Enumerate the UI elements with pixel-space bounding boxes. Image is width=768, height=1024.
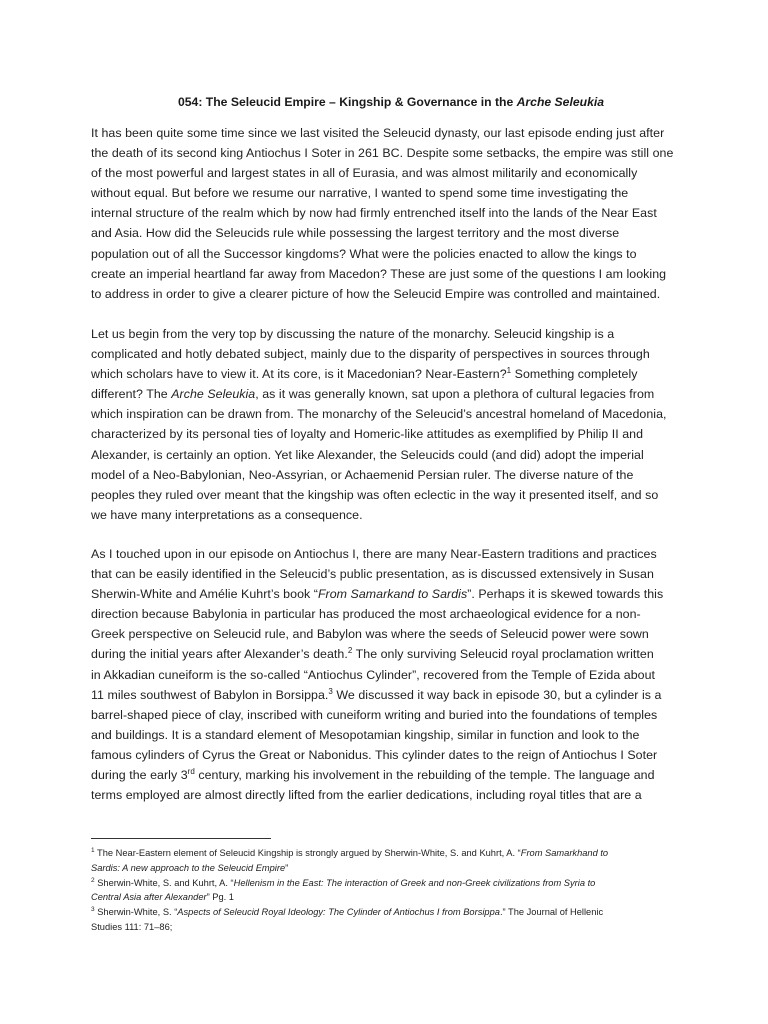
paragraph-line: [91, 384, 679, 404]
text-run: different? The: [91, 387, 172, 402]
text-run: We discussed it way back in episode 30, but a cylinder is a: [332, 687, 662, 702]
paragraph-line: [91, 705, 679, 725]
footnote-line: [91, 890, 691, 905]
footnote-marker: 3: [328, 686, 333, 696]
text-run: without equal. But before we resume our narrative, I wanted to spend some time investigating the: [91, 186, 629, 201]
text-run: terms employed are almost directly lifted from the earlier dedications, including royal titles that are a: [91, 788, 642, 803]
paragraph-line: [91, 364, 679, 384]
text-run: famous cylinders of Cyrus the Great or Nabonidus. This cylinder dates to the reign of Antiochus I Soter: [91, 747, 658, 762]
paragraph-line: [91, 163, 679, 183]
text-run: ” Pg. 1: [206, 892, 234, 903]
italic-text: From Samarkand to Sardis: [317, 587, 468, 602]
text-run: The only surviving Seleucid royal proclamation written: [352, 647, 654, 662]
footnote-marker: 1: [91, 846, 95, 854]
paragraph-line: [91, 505, 679, 525]
text-run: population out of all the Successor kingdoms? What were the policies enacted to allow the kings to: [91, 246, 637, 261]
footnote-marker: rd: [187, 766, 195, 776]
text-run: which inspiration can be drawn from. The monarchy of the Seleucid’s ancestral homeland of Macedonia,: [91, 407, 667, 422]
paragraph-line: [91, 183, 679, 203]
text-run: create an imperial heartland far away from Macedon? These are just some of the questions I am looking: [91, 266, 667, 281]
text-run: Studies 111: 71–86;: [91, 921, 173, 932]
paragraph-line: [91, 445, 679, 465]
text-run: during the initial years after Alexander’s death.: [91, 647, 348, 662]
text-run: of the most powerful and largest states in all of Eurasia, and was almost militarily and economically: [91, 166, 638, 181]
text-run: internal structure of the realm which by now had firmly entrenched itself into the lands of the Near East: [91, 206, 657, 221]
text-run: the death of its second king Antiochus I Soter in 261 BC. Despite some setbacks, the empire was still one: [91, 146, 674, 161]
paragraph-line: [91, 765, 679, 785]
footnote-line: [91, 861, 691, 876]
paragraph-line: [91, 665, 679, 685]
text-run: to address in order to give a clearer picture of how the Seleucid Empire was controlled and maintained.: [91, 286, 661, 301]
text-run: It has been quite some time since we last visited the Seleucid dynasty, our last episode ending just after: [91, 126, 665, 140]
footnote-line: [91, 920, 691, 935]
document-title: [91, 94, 691, 110]
paragraph-line: [91, 465, 679, 485]
italic-text: Sardis: A new approach to the Seleucid Empire: [91, 862, 286, 873]
paragraph-line: [91, 264, 679, 284]
text-run: 11 miles southwest of Babylon in Borsippa.: [91, 687, 329, 702]
text-run: direction because Babylonia in particular has produced the most archaeological evidence for a non-: [91, 607, 641, 622]
paragraph-line: [91, 284, 679, 304]
text-run: Greek perspective on Seleucid rule, and Babylon was where the seeds of Seleucid power were sown: [91, 627, 649, 642]
text-run: As I touched upon in our episode on Antiochus I, there are many Near-Eastern traditions and practices: [91, 547, 657, 561]
text-run: The Near-Eastern element of Seleucid Kingship is strongly argued by Sherwin-White, S. and Kuhrt, A. “: [94, 848, 521, 858]
text-run: Sherwin-White, S. “: [94, 907, 178, 918]
italic-text: Aspects of Seleucid Royal Ideology: The Cylinder of Antiochus I from Borsippa: [177, 907, 500, 918]
text-run: ”: [285, 862, 289, 873]
text-run: Alexander, is certainly an option. Yet like Alexander, the Seleucids could (and did) adopt the imperial: [91, 447, 644, 462]
paragraph-line: [91, 644, 679, 664]
text-run: .” The Journal of Hellenic: [499, 907, 604, 918]
paragraph-line: [91, 244, 679, 264]
paragraph-line: [91, 203, 679, 223]
paragraph-line: [91, 584, 679, 604]
paragraph-line: [91, 143, 679, 163]
body-paragraph: [91, 544, 679, 805]
paragraph-line: [91, 564, 679, 584]
text-run: and Asia. How did the Seleucids rule while possessing the largest territory and the most diverse: [91, 226, 620, 241]
paragraph-line: [91, 685, 679, 705]
paragraph-line: [91, 404, 679, 424]
text-run: Something completely: [511, 367, 638, 382]
paragraph-line: [91, 223, 679, 243]
paragraph-line: [91, 604, 679, 624]
italic-text: Hellenism in the East: The interaction of Greek and non-Greek civilizations from Syria to: [233, 877, 596, 888]
text-run: barrel-shaped piece of clay, inscribed with cuneiform writing and buried into the foundations of temples: [91, 707, 658, 722]
paragraph-line: [91, 344, 679, 364]
text-run: which scholars have to view it. At its core, is it Macedonian? Near-Eastern?: [91, 367, 507, 382]
paragraph-line: [91, 123, 679, 143]
body-paragraph: [91, 123, 679, 304]
footnote-line: [91, 846, 691, 861]
paragraph-line: [91, 725, 679, 745]
footnote-marker: 2: [347, 646, 353, 656]
text-run: Sherwin-White and Amélie Kuhrt’s book “: [91, 587, 318, 602]
paragraph-line: [91, 785, 679, 805]
text-run: model of a Neo-Babylonian, Neo-Assyrian, or Achaemenid Persian ruler. The diverse nature of the: [91, 467, 634, 482]
italic-text: Arche Seleukia: [171, 387, 256, 402]
paragraph-line: [91, 324, 679, 344]
paragraph-line: [91, 624, 679, 644]
footnotes: [91, 846, 691, 935]
paragraph-line: [91, 745, 679, 765]
italic-text: Central Asia after Alexander: [91, 892, 207, 903]
text-run: complicated and hotly debated subject, mainly due to the disparity of perspectives in sources through: [91, 347, 650, 362]
footnote-line: [91, 905, 691, 920]
footnote-separator: [91, 838, 271, 839]
footnote-marker: 2: [91, 876, 95, 884]
footnote-line: [91, 876, 691, 891]
text-run: we have many interpretations as a consequence.: [91, 507, 363, 522]
text-run: that can be easily identified in the Seleucid’s public presentation, as is discussed extensively in Susan: [91, 567, 654, 582]
footnote-marker: 3: [91, 906, 95, 914]
italic-text: From Samarkhand to: [520, 848, 609, 858]
text-run: Let us begin from the very top by discussing the nature of the monarchy. Seleucid kingship is a: [91, 327, 615, 341]
title-italic: Arche Seleukia: [516, 95, 605, 109]
text-run: characterized by its personal ties of loyalty and Homeric-like attitudes as exemplified by Philip II and: [91, 427, 644, 442]
text-run: , as it was generally known, sat upon a plethora of cultural legacies from: [255, 387, 655, 402]
text-run: ”. Perhaps it is skewed towards this: [467, 587, 664, 602]
text-run: century, marking his involvement in the rebuilding of the temple. The language and: [194, 768, 655, 783]
text-run: Sherwin-White, S. and Kuhrt, A. “: [94, 877, 234, 888]
paragraph-line: [91, 424, 679, 444]
paragraph-line: [91, 485, 679, 505]
title-text: 054: The Seleucid Empire – Kingship & Governance in the: [177, 95, 517, 109]
text-run: during the early 3: [91, 768, 188, 783]
text-run: and buildings. It is a standard element of Mesopotamian kingship, similar in function and look to the: [91, 727, 640, 742]
paragraph-line: [91, 544, 679, 564]
text-run: peoples they ruled over meant that the kingship was often eclectic in the way it presented itself, and so: [91, 487, 659, 502]
body-paragraph: [91, 324, 679, 525]
footnote-marker: 1: [506, 366, 512, 376]
text-run: in Akkadian cuneiform is the so-called “Antiochus Cylinder”, recovered from the Temple of Ezida about: [91, 667, 656, 682]
